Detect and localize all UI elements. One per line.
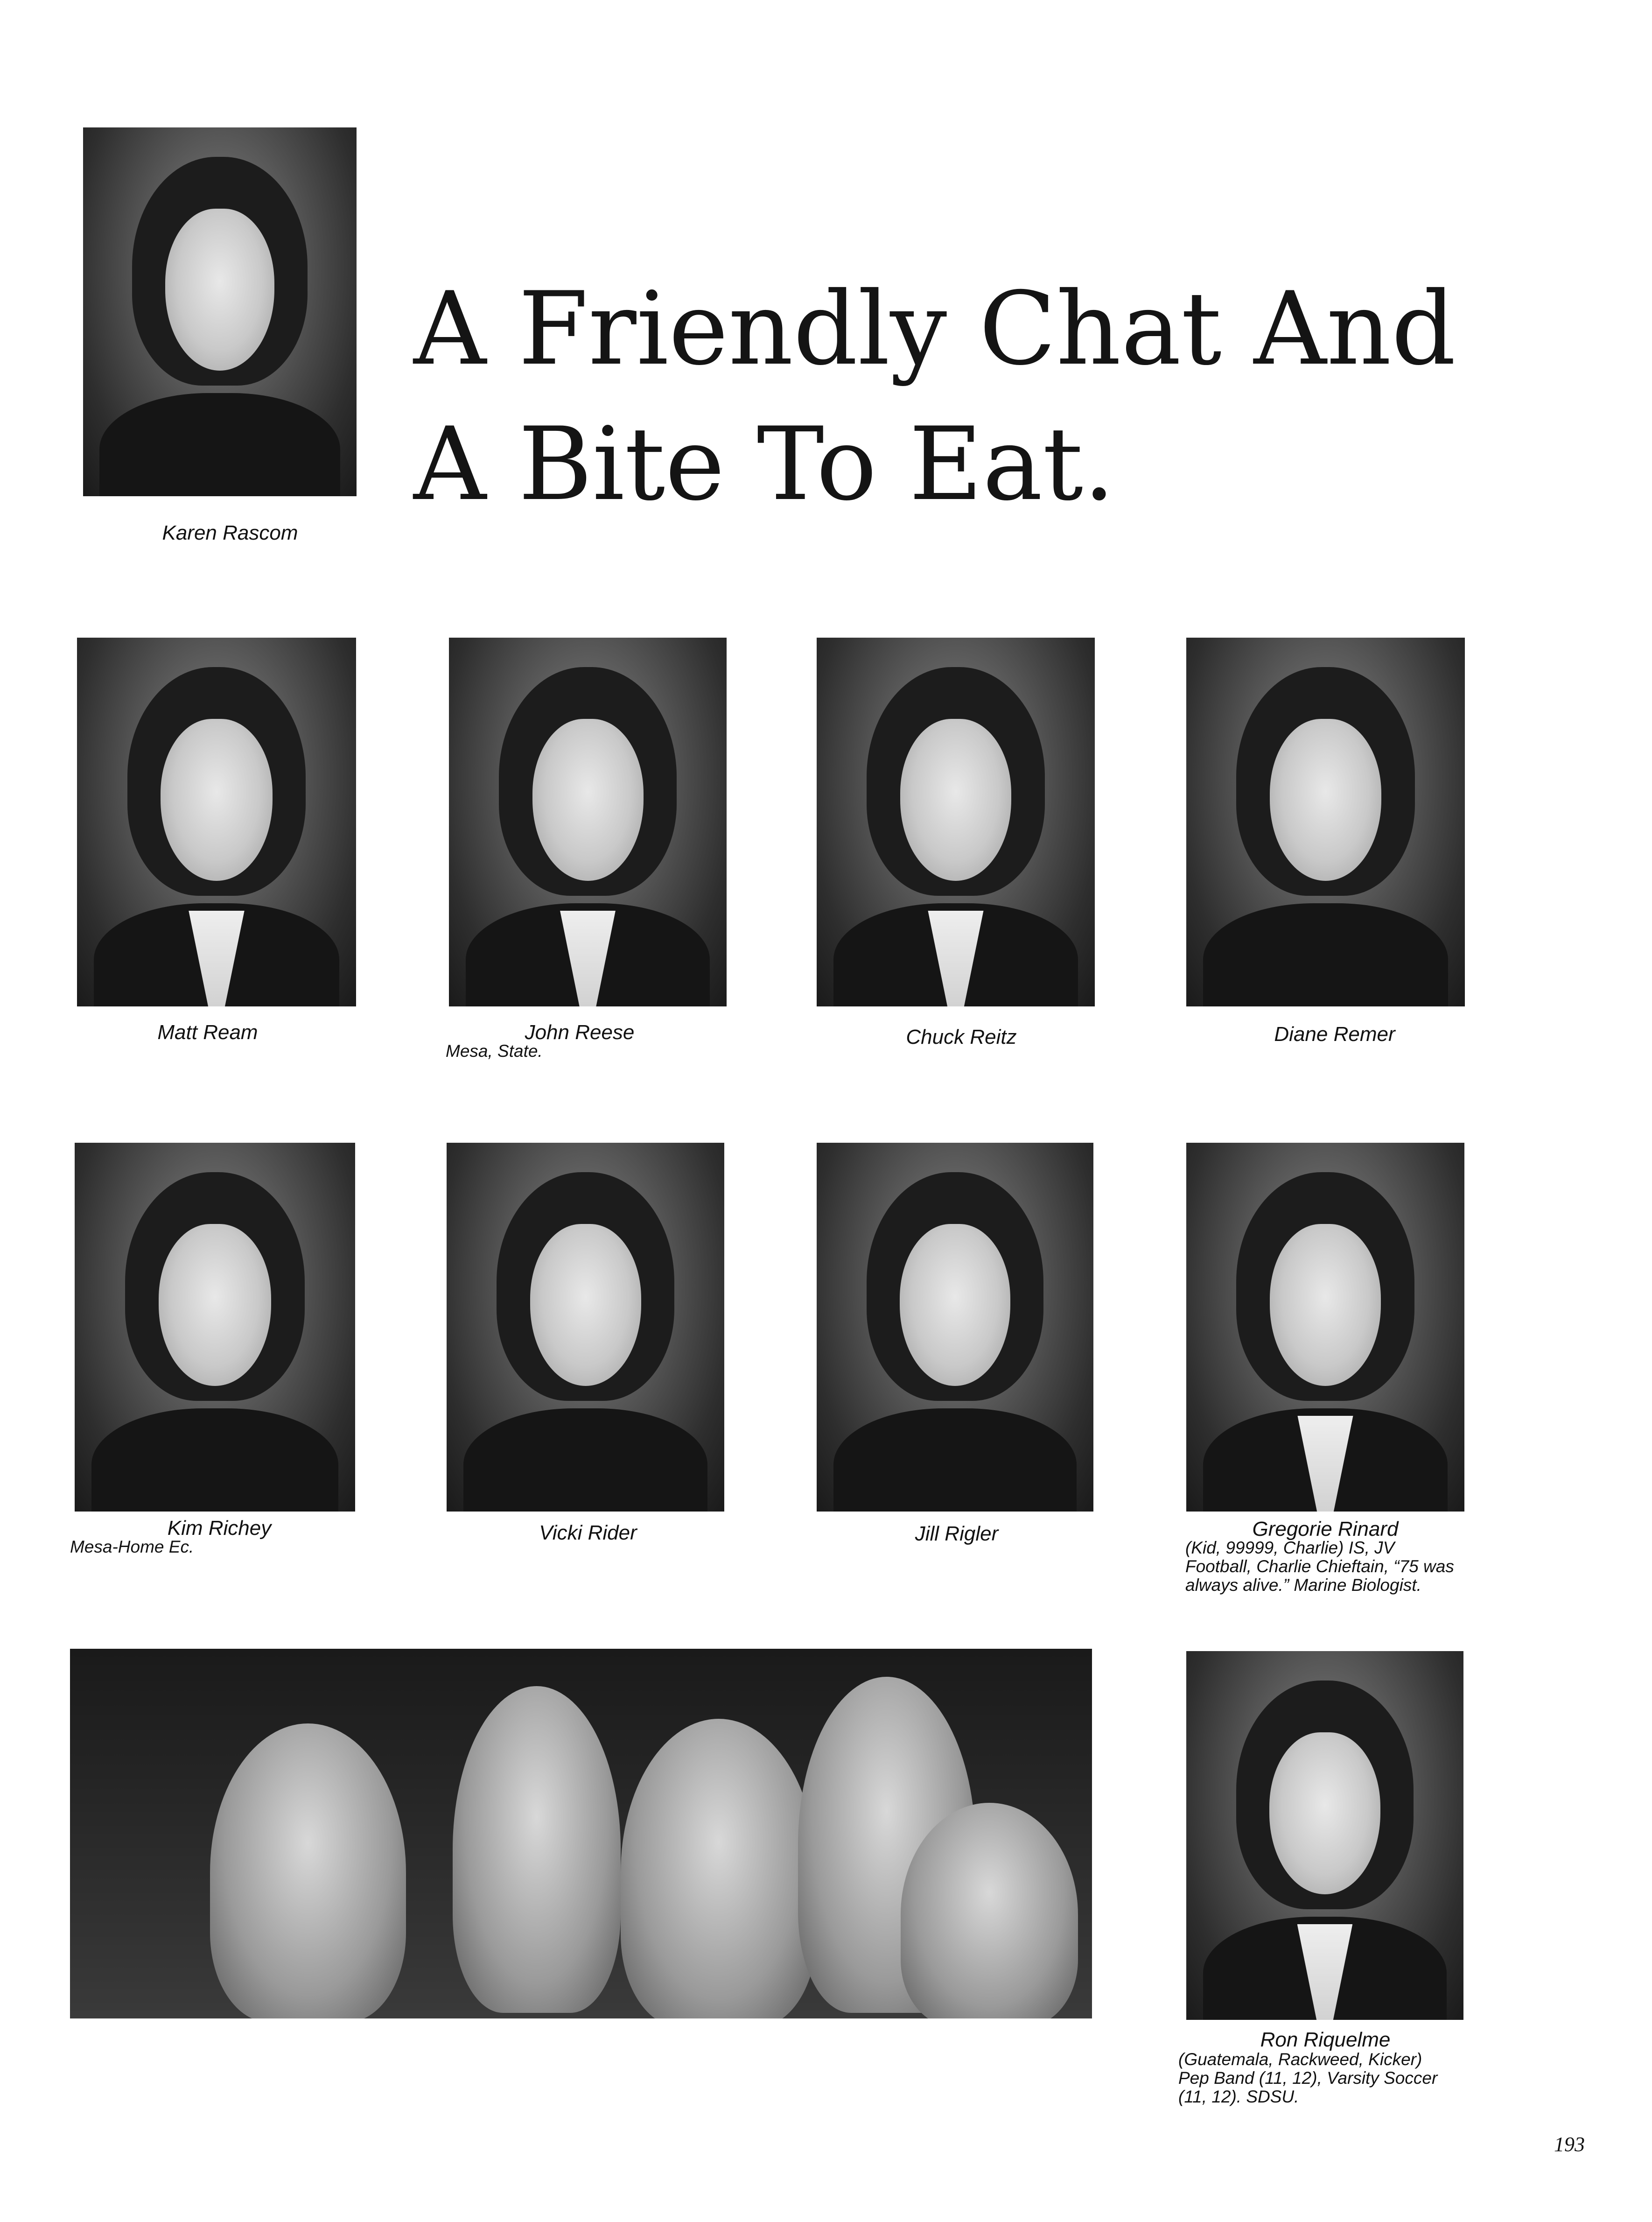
portrait-photo-gregorie-rinard [1186, 1143, 1464, 1512]
portrait-photo-karen-rascom [83, 127, 357, 496]
note-ron-riquelme: (Guatemala, Rackweed, Kicker) Pep Band (11, 12), Varsity Soccer (11, 12). SDSU. [1178, 2050, 1438, 2106]
note-john-reese: Mesa, State. [446, 1041, 543, 1061]
portrait-photo-ron-riquelme [1186, 1651, 1463, 2020]
group-candid-photo [70, 1649, 1092, 2018]
caption-diane-remer: Diane Remer [1274, 1023, 1395, 1046]
portrait-photo-jill-rigler [817, 1143, 1093, 1512]
page-number: 193 [1554, 2133, 1585, 2156]
portrait-photo-john-reese [449, 638, 727, 1006]
caption-matt-ream: Matt Ream [157, 1021, 258, 1044]
caption-vicki-rider: Vicki Rider [539, 1521, 637, 1544]
note-gregorie-rinard: (Kid, 99999, Charlie) IS, JV Football, Charlie Chieftain, “75 was always alive.” Marine Biologist. [1185, 1538, 1454, 1595]
caption-ron-riquelme: Ron Riquelme [1260, 2028, 1391, 2051]
headline-line-1: A Friendly Chat And [413, 270, 1456, 387]
portrait-photo-matt-ream [77, 638, 356, 1006]
note-kim-richey: Mesa-Home Ec. [70, 1537, 194, 1556]
caption-karen-rascom: Karen Rascom [162, 521, 298, 544]
caption-kim-richey: Kim Richey [167, 1517, 272, 1540]
caption-john-reese: John Reese [525, 1021, 635, 1044]
portrait-photo-chuck-reitz [817, 638, 1095, 1006]
page-headline [413, 261, 1456, 532]
caption-jill-rigler: Jill Rigler [915, 1522, 999, 1545]
portrait-photo-kim-richey [75, 1143, 355, 1512]
headline-line-2: A Bite To Eat. [413, 406, 1115, 523]
caption-chuck-reitz: Chuck Reitz [906, 1026, 1017, 1048]
portrait-photo-vicki-rider [447, 1143, 724, 1512]
portrait-photo-diane-remer [1186, 638, 1465, 1006]
caption-gregorie-rinard: Gregorie Rinard [1252, 1518, 1399, 1540]
